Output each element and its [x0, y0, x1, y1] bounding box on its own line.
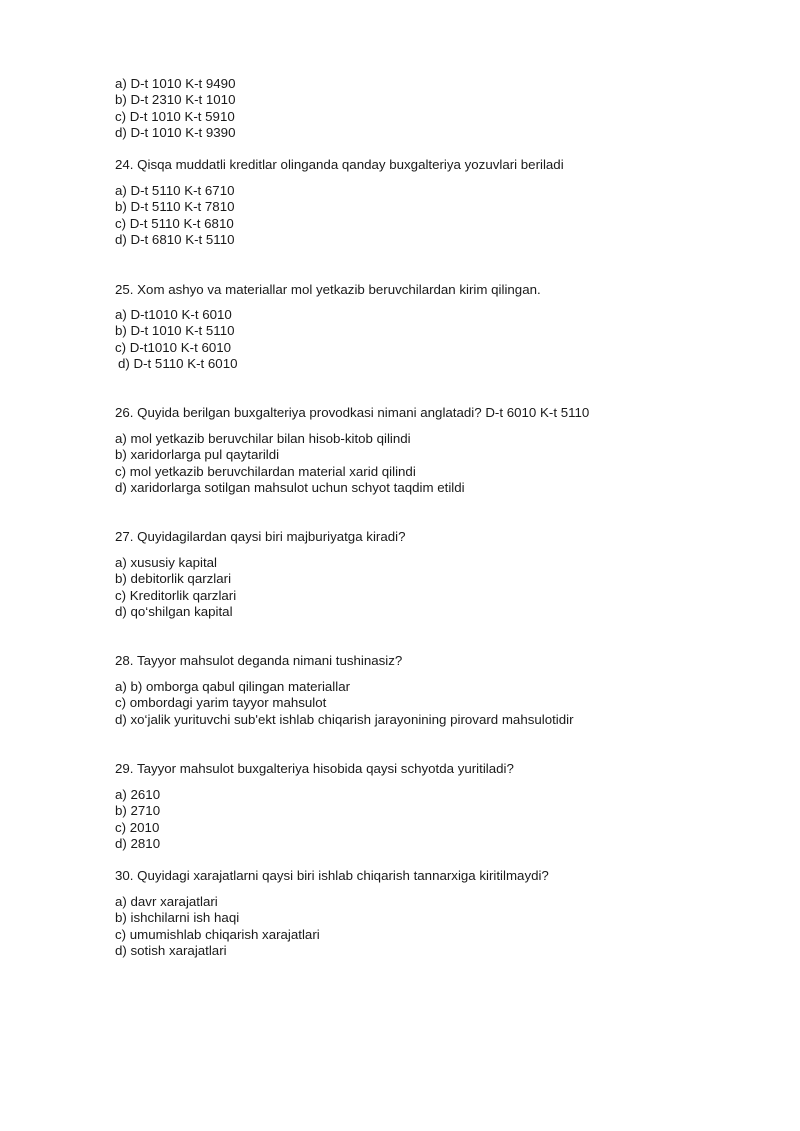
q24-option-a: a) D-t 5110 K-t 6710	[115, 183, 235, 198]
question-28-options	[115, 679, 755, 728]
q27-option-d: d) qo‘shilgan kapital	[115, 603, 233, 619]
q25-option-c: c) D-t1010 K-t 6010	[115, 339, 232, 355]
q23-options	[115, 76, 755, 141]
q23-option-b: b) D-t 2310 K-t 1010	[115, 92, 236, 108]
question-24-options	[115, 183, 755, 248]
q25-option-d: d) D-t 5110 K-t 6010	[118, 355, 238, 371]
q24-option-b: b) D-t 5110 K-t 7810	[115, 199, 235, 215]
question-28-text: 28. Tayyor mahsulot deganda nimani tushinasiz?	[115, 653, 403, 668]
q25-option-b: b) D-t 1010 K-t 5110	[115, 323, 235, 339]
q23-option-c: c) D-t 1010 K-t 5910	[115, 108, 235, 124]
question-29-text: 29. Tayyor mahsulot buxgalteriya hisobida qaysi schyotda yuritiladi?	[115, 761, 514, 776]
q30-option-d: d) sotish xarajatlari	[115, 942, 227, 958]
q26-option-d: d) xaridorlarga sotilgan mahsulot uchun schyot taqdim etildi	[115, 479, 465, 495]
q26-option-b: b) xaridorlarga pul qaytarildi	[115, 447, 280, 463]
question-27-text: 27. Quyidagilardan qaysi biri majburiyatga kiradi?	[115, 529, 406, 544]
question-24-text: 24. Qisqa muddatli kreditlar olinganda qanday buxgalteriya yozuvlari beriladi	[115, 157, 564, 172]
question-27	[115, 529, 755, 545]
question-26-text: 26. Quyida berilgan buxgalteriya provodkasi nimani anglatadi? D-t 6010 K-t 5110	[115, 405, 590, 420]
q27-option-b: b) debitorlik qarzlari	[115, 571, 232, 587]
q29-option-b: b) 2710	[115, 803, 161, 819]
question-29	[115, 761, 755, 777]
question-25-text: 25. Xom ashyo va materiallar mol yetkazib beruvchilardan kirim qilingan.	[115, 282, 541, 297]
q26-option-a: a) mol yetkazib beruvchilar bilan hisob-kitob qilindi	[115, 431, 411, 446]
q28-option-c: c) ombordagi yarim tayyor mahsulot	[115, 695, 327, 711]
question-26-options	[115, 431, 755, 496]
q30-option-b: b) ishchilarni ish haqi	[115, 910, 240, 926]
q29-option-a: a) 2610	[115, 787, 161, 802]
q29-option-d: d) 2810	[115, 835, 161, 851]
question-24	[115, 157, 755, 173]
question-25	[115, 282, 755, 298]
q29-option-c: c) 2010	[115, 819, 160, 835]
q25-option-a: a) D-t1010 K-t 6010	[115, 307, 232, 322]
question-30-options	[115, 894, 755, 959]
question-27-options	[115, 555, 755, 620]
q30-option-a: a) davr xarajatlari	[115, 894, 218, 909]
q27-option-c: c) Kreditorlik qarzlari	[115, 587, 237, 603]
q24-option-d: d) D-t 6810 K-t 5110	[115, 231, 235, 247]
question-26	[115, 405, 755, 421]
q28-option-ab: a) b) omborga qabul qilingan materiallar	[115, 679, 351, 694]
q23-option-d: d) D-t 1010 K-t 9390	[115, 124, 236, 140]
q23-option-a: a) D-t 1010 K-t 9490	[115, 76, 236, 91]
q26-option-c: c) mol yetkazib beruvchilardan material xarid qilindi	[115, 463, 416, 479]
question-30	[115, 868, 755, 884]
question-25-options	[115, 307, 755, 372]
question-30-text: 30. Quyidagi xarajatlarni qaysi biri ishlab chiqarish tannarxiga kiritilmaydi?	[115, 868, 549, 883]
q24-option-c: c) D-t 5110 K-t 6810	[115, 215, 234, 231]
question-28	[115, 653, 755, 669]
q28-option-d: d) xo‘jalik yurituvchi sub'ekt ishlab chiqarish jarayonining pirovard mahsulotidir	[115, 711, 574, 727]
question-29-options	[115, 787, 755, 852]
q27-option-a: a) xususiy kapital	[115, 555, 217, 570]
q30-option-c: c) umumishlab chiqarish xarajatlari	[115, 926, 320, 942]
